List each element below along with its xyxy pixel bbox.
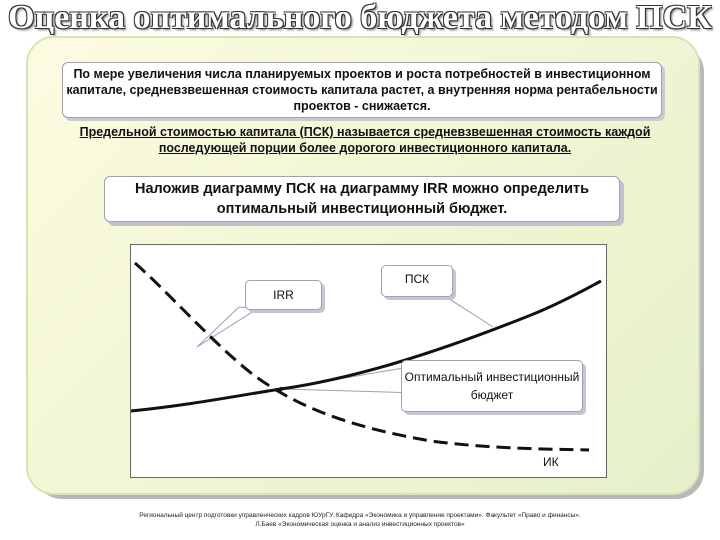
definition-text: Предельной стоимостью капитала (ПСК) называется средневзвешенная стоимость каждой последующей порции более дорогого инвестиционного капитала. [79, 125, 651, 155]
irr-callout-pointer [197, 307, 257, 347]
conclusion-box: Наложив диаграмму ПСК на диаграмму IRR можно определить оптимальный инвестиционный бюджет. [104, 176, 620, 222]
ik-label: ИК [543, 455, 559, 469]
chart-area [130, 244, 607, 478]
footer-line-1: Региональный центр подготовки управленческих кадров ЮУрГУ. Кафедра «Экономика и управление проектами». Факультет «Право и финансы». [139, 512, 581, 519]
opt-callout-pointer [281, 367, 419, 393]
optimal-budget-label: Оптимальный инвестиционный бюджет [401, 360, 583, 412]
page-title: Оценка оптимального бюджета методом ПСК [8, 0, 712, 36]
intro-box: По мере увеличения числа планируемых проектов и роста потребностей в инвестиционном капитале, средневзвешенная стоимость капитала растет, а внутренняя норма рентабельности проектов - снижается. [62, 62, 662, 118]
footer [0, 511, 720, 529]
psk-label: ПСК [381, 265, 453, 297]
footer-line-2: Л.Баев «Экономическая оценка и анализ инвестиционных проектов» [255, 521, 465, 528]
irr-curve [135, 263, 589, 450]
irr-label: IRR [245, 280, 322, 310]
intersection-point [279, 387, 283, 391]
